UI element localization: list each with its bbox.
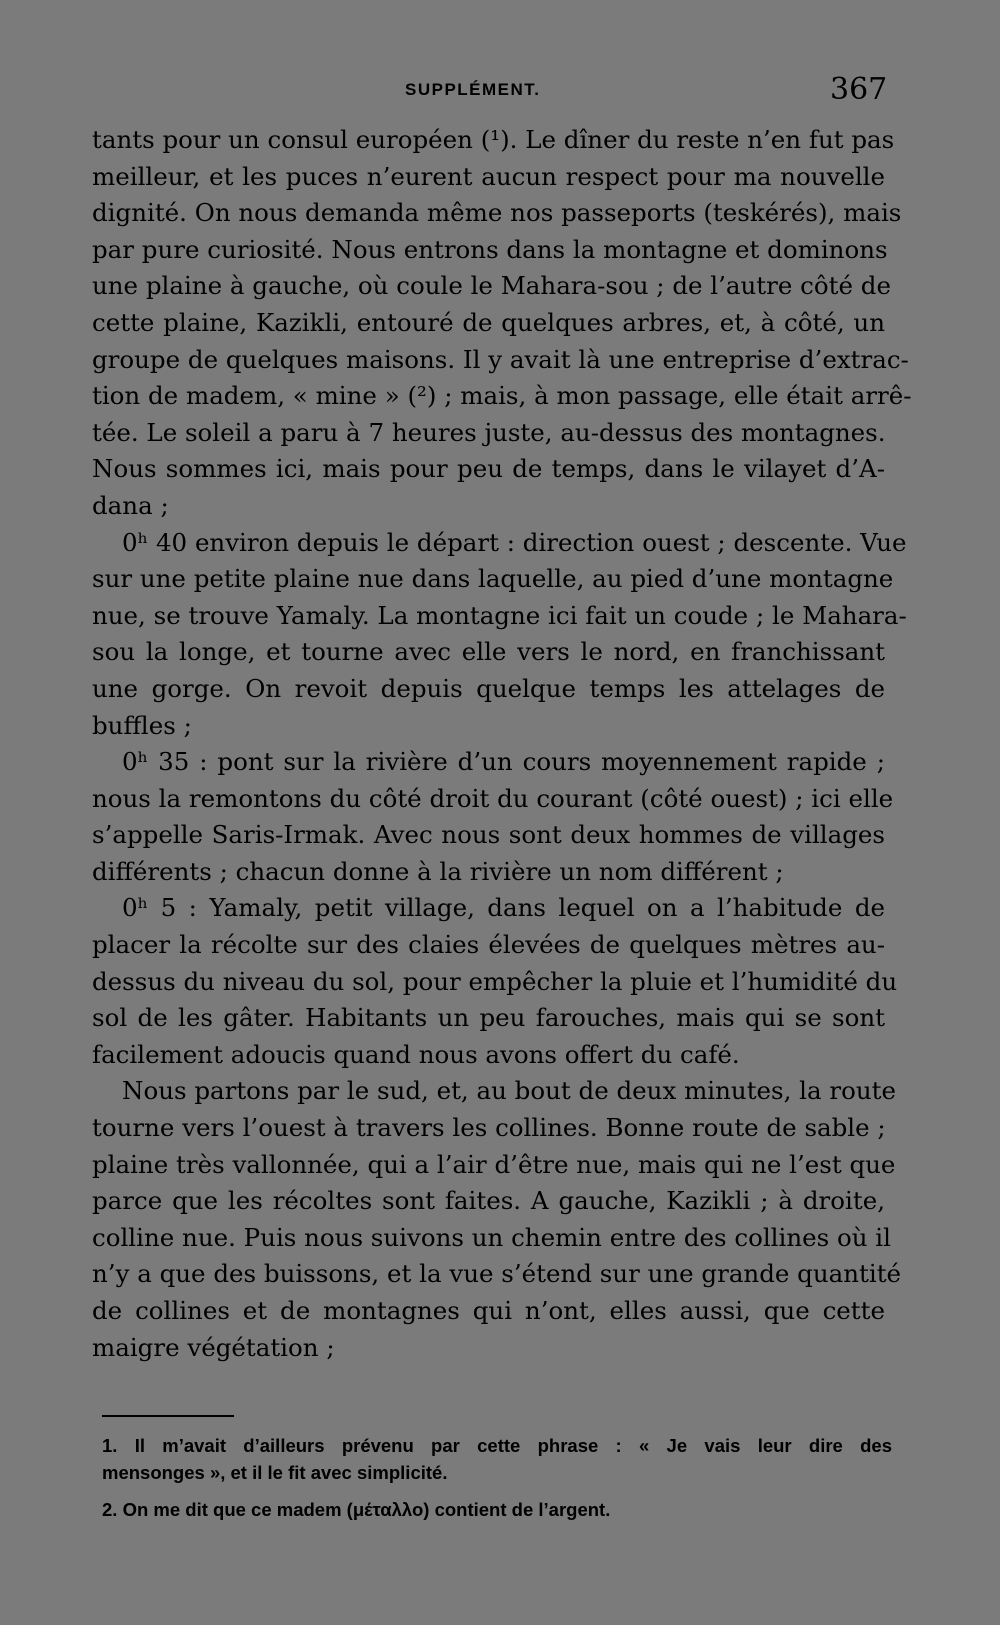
page-header: [0, 72, 1000, 112]
text-line: sou la longe, et tourne avec elle vers le nord, en franchissant: [92, 637, 885, 667]
text-line: une gorge. On revoit depuis quelque temps les attelages de: [92, 673, 885, 703]
footnotes: [102, 1432, 892, 1523]
text-line: s’appelle Saris-Irmak. Avec nous sont deux hommes de villages: [92, 820, 885, 850]
text-line: parce que les récoltes sont faites. A gauche, Kazikli ; à droite,: [92, 1186, 885, 1216]
text-line: sol de les gâter. Habitants un peu farouches, mais qui se sont: [92, 1003, 885, 1033]
running-head: SUPPLÉMENT.: [405, 80, 541, 99]
body-text: [92, 122, 912, 1366]
text-line: dessus du niveau du sol, pour empêcher la pluie et l’humidité du: [92, 966, 898, 996]
text-line: une plaine à gauche, où coule le Mahara-sou ; de l’autre côté de: [92, 271, 891, 301]
text-line: buffles ;: [92, 710, 192, 740]
text-line: 0ʰ 40 environ depuis le départ : direction ouest ; descente. Vue: [122, 527, 907, 557]
text-line: 0ʰ 35 : pont sur la rivière d’un cours moyennement rapide ;: [122, 747, 885, 777]
text-line: Nous sommes ici, mais pour peu de temps, dans le vilayet d’A-: [92, 454, 885, 484]
text-line: 0ʰ 5 : Yamaly, petit village, dans lequel on a l’habitude de: [122, 893, 885, 923]
text-line: tourne vers l’ouest à travers les collines. Bonne route de sable ;: [92, 1113, 886, 1143]
text-line: différents ; chacun donne à la rivière un nom différent ;: [92, 856, 784, 886]
text-line: Nous partons par le sud, et, au bout de deux minutes, la route: [122, 1076, 896, 1106]
text-line: nue, se trouve Yamaly. La montagne ici fait un coude ; le Mahara-: [92, 600, 907, 630]
text-line: maigre végétation ;: [92, 1332, 335, 1362]
text-line: par pure curiosité. Nous entrons dans la montagne et dominons: [92, 234, 888, 264]
text-line: dana ;: [92, 490, 169, 520]
text-line: tée. Le soleil a paru à 7 heures juste, au-dessus des montagnes.: [92, 417, 886, 447]
text-line: nous la remontons du côté droit du courant (côté ouest) ; ici elle: [92, 783, 894, 813]
text-line: sur une petite plaine nue dans laquelle, au pied d’une montagne: [92, 564, 894, 594]
text-line: placer la récolte sur des claies élevées de quelques mètres au-: [92, 930, 885, 960]
text-line: plaine très vallonnée, qui a l’air d’être nue, mais qui ne l’est que: [92, 1149, 896, 1179]
footnote-line: 2. On me dit que ce madem (μέταλλο) contient de l’argent.: [102, 1499, 611, 1520]
text-line: tion de madem, « mine » (²) ; mais, à mon passage, elle était arrê-: [92, 381, 912, 411]
text-line: n’y a que des buissons, et la vue s’étend sur une grande quantité: [92, 1259, 902, 1289]
text-line: meilleur, et les puces n’eurent aucun respect pour ma nouvelle: [92, 161, 885, 191]
footnote-line: 1. Il m’avait d’ailleurs prévenu par cette phrase : « Je vais leur dire des: [102, 1435, 892, 1456]
text-line: facilement adoucis quand nous avons offert du café.: [92, 1039, 740, 1069]
text-line: groupe de quelques maisons. Il y avait là une entreprise d’extrac-: [92, 344, 909, 374]
text-line: tants pour un consul européen (¹). Le dîner du reste n’en fut pas: [92, 125, 895, 154]
page-number: 367: [830, 72, 888, 107]
text-line: dignité. On nous demanda même nos passeports (teskérés), mais: [92, 198, 902, 228]
text-line: colline nue. Puis nous suivons un chemin entre des collines où il: [92, 1222, 891, 1252]
text-line: de collines et de montagnes qui n’ont, elles aussi, que cette: [92, 1296, 885, 1325]
footnote-line: mensonges », et il le fit avec simplicité.: [102, 1462, 448, 1483]
footnote-rule: [102, 1415, 234, 1417]
text-line: cette plaine, Kazikli, entouré de quelques arbres, et, à côté, un: [92, 307, 885, 337]
